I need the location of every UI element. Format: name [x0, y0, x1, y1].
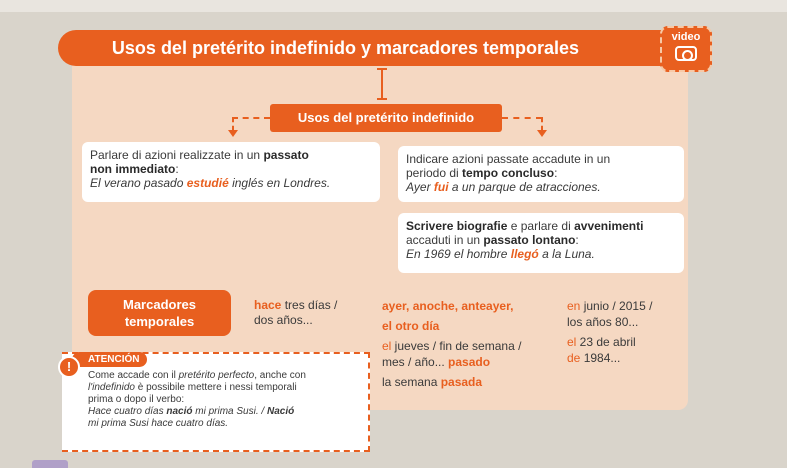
markers-col-1: hace tres días / dos años... — [254, 298, 338, 327]
left-dashed-line — [232, 117, 270, 119]
attention-box: Come accade con il pretérito perfecto, anche con l'indefinido è possibile mettere i nessi temporali prima o dopo il verbo: Hace cuatro días nació mi prima Susi. / Nació mi prima Susi hace cuatro días. — [62, 352, 370, 452]
right-dashed-drop — [541, 117, 543, 131]
attention-label: ATENCIÓN — [72, 352, 147, 367]
right-dashed-line — [502, 117, 542, 119]
section-header: Usos del pretérito indefinido — [270, 104, 502, 132]
left-dashed-drop — [232, 117, 234, 131]
usage-box-1: Parlare di azioni realizzate in un passato non immediato: El verano pasado estudié inglés en Londres. — [82, 142, 380, 202]
video-label: video — [671, 31, 701, 43]
video-camera-icon — [675, 46, 697, 61]
markers-label: Marcadores temporales — [88, 290, 231, 336]
markers-col-2: ayer, anoche, anteayer, el otro día el jueves / fin de semana / mes / año... pasado la semana pasada — [382, 299, 522, 389]
top-strip — [0, 0, 787, 12]
right-arrow-icon — [537, 130, 547, 137]
usage-box-2: Indicare azioni passate accadute in un periodo di tempo concluso: Ayer fui a un parque de atracciones. — [398, 146, 684, 202]
bottom-tab — [32, 460, 68, 468]
usage-box-3: Scrivere biografie e parlare di avvenimenti accaduti in un passato lontano: En 1969 el hombre llegó a la Luna. — [398, 213, 684, 273]
left-arrow-icon — [228, 130, 238, 137]
exclamation-icon: ! — [58, 356, 80, 378]
markers-col-3: en junio / 2015 / los años 80... el 23 de abril de 1984... — [567, 299, 653, 365]
video-button[interactable] — [660, 26, 712, 72]
page-title: Usos del pretérito indefinido y marcadores temporales — [58, 30, 673, 66]
connector-line — [381, 68, 383, 100]
